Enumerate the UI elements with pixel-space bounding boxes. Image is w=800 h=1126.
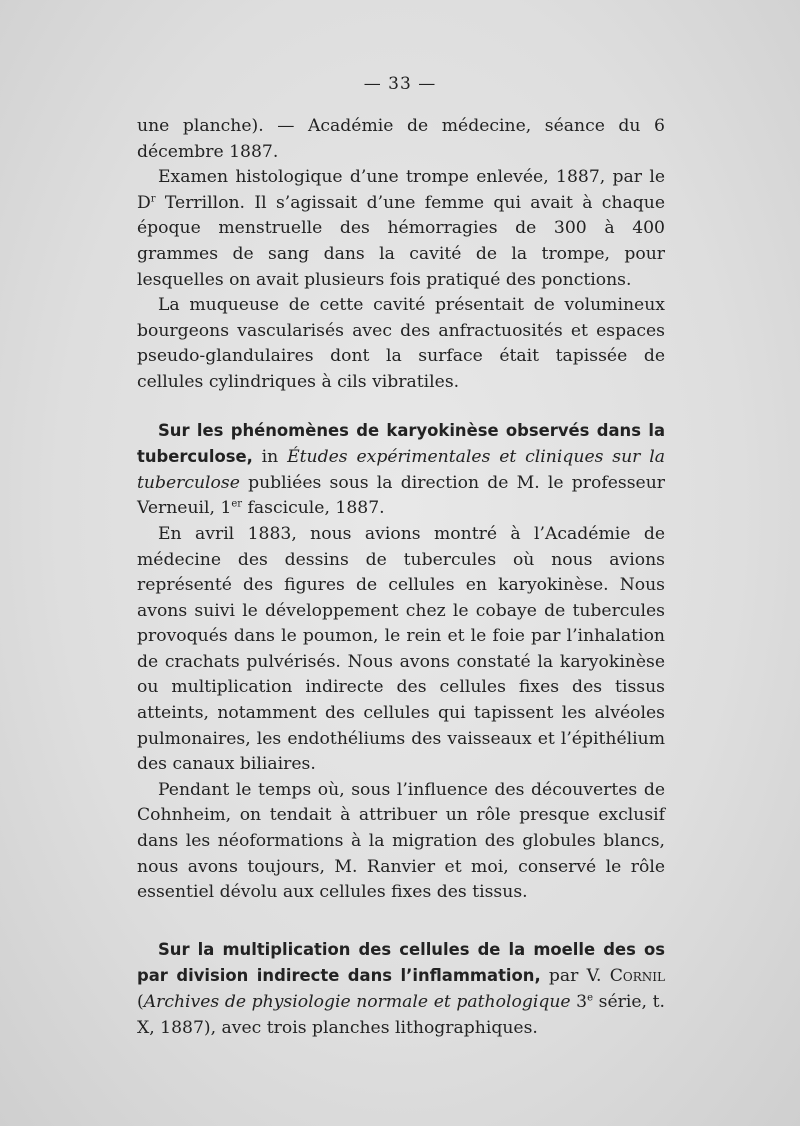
section-2-author: Cornil: [609, 966, 665, 987]
section-2-italic-journal: Archives de physiologie normale et pathologique: [143, 992, 571, 1012]
body-text: [137, 114, 665, 1041]
section-1-rest: publiées sous la direction de M. le professeur Verneuil, 1: [137, 472, 665, 519]
page-number: — 33 —: [363, 74, 437, 94]
section-1-heading: [137, 418, 665, 522]
section-2-par: par V.: [540, 966, 610, 987]
paragraph-1: une planche). — Académie de médecine, séance du 6 décembre 1887.: [137, 116, 665, 162]
fascicule-superscript: er: [231, 498, 243, 510]
section-2-series: 3: [570, 992, 588, 1012]
section-1-in: in: [252, 447, 288, 468]
paragraph-2-start: Examen histologique d’une trompe enlevée, 1887, par le D: [137, 167, 665, 213]
section-2-title: Sur la multiplication des cellules de la moelle des os par division indirecte dans l’inflammation,: [137, 939, 665, 986]
paragraph-3: La muqueuse de cette cavité présentait de volumineux bourgeons vascularisés avec des anfractuosités et espaces pseudo-glandulaires dont la surface était tapissée de cellules cylindriques à cils vibratiles.: [137, 295, 665, 392]
section-1-end: fascicule, 1887.: [242, 498, 385, 519]
section-1-italic-title: Études expérimentales et cliniques sur la tuberculose: [137, 447, 665, 493]
paragraph-5: Pendant le temps où, sous l’influence des découvertes de Cohnheim, on tendait à attribuer un rôle presque exclusif dans les néoformations à la migration des globules blancs, nous avons toujours, M. Ranvier et moi, conservé le rôle essentiel dévolu aux cellules fixes des tissus.: [137, 779, 665, 903]
section-1-title: Sur les phénomènes de karyokinèse observés dans la tuberculose,: [137, 420, 665, 467]
doctor-superscript: r: [150, 193, 156, 205]
section-2-end: série, t. X, 1887), avec trois planches lithographiques.: [137, 992, 665, 1038]
series-superscript: e: [587, 992, 594, 1004]
paragraph-2-rest: Terrillon. Il s’agissait d’une femme qui avait à chaque époque menstruelle des hémorragies de 300 à 400 grammes de sang dans la cavité de la trompe, pour lesquelles on avait plusieurs fois pratiqué des ponctions.: [137, 192, 665, 290]
paragraph-2: [137, 165, 665, 293]
paragraph-4: En avril 1883, nous avions montré à l’Académie de médecine des dessins de tubercules où nous avions représenté des figures de cellules en karyokinèse. Nous avons suivi le développement chez le cobaye de tubercules provoqués dans le poumon, le rein et le foie par l’inhalation de crachats pulvérisés. Nous avons constaté la karyokinèse ou multiplication indirecte des cellules fixes des tissus atteints, notamment des cellules qui tapissent les alvéoles pulmonaires, les endothéliums des vaisseaux et l’épithélium des canaux biliaires.: [137, 523, 665, 775]
section-2-heading: [137, 937, 665, 1041]
section-2-open: (: [137, 992, 144, 1012]
